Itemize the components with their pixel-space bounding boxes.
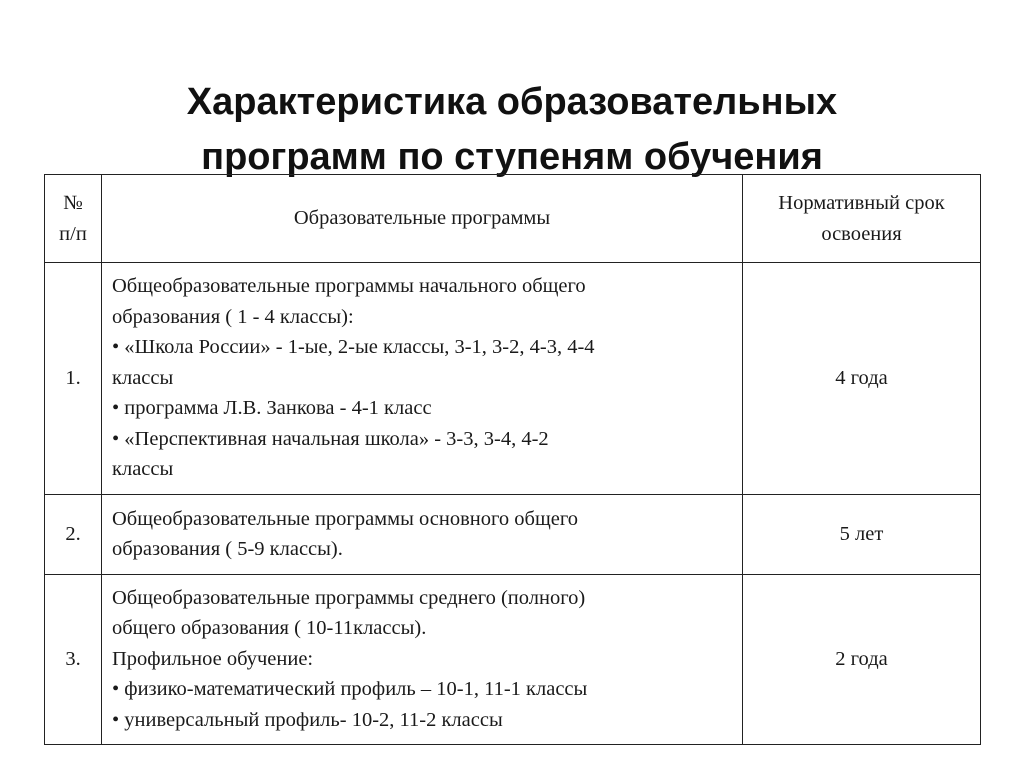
header-number-symbol: № <box>63 192 83 214</box>
table-row <box>45 263 981 495</box>
program-line: общего образования ( 10-11классы). <box>112 617 427 640</box>
row-number: 2. <box>45 495 102 575</box>
header-programs: Образовательные программы <box>102 175 743 263</box>
row-number: 3. <box>45 575 102 745</box>
program-line: • физико-математический профиль – 10-1, 11-1 классы <box>112 678 588 701</box>
program-line: • «Школа России» - 1-ые, 2-ые классы, 3-1, 3-2, 4-3, 4-4 <box>112 336 595 359</box>
program-line: Общеобразовательные программы начального общего <box>112 275 586 298</box>
table-row <box>45 575 981 745</box>
program-line: • программа Л.В. Занкова - 4-1 класс <box>112 397 432 420</box>
row-programs <box>102 495 743 575</box>
program-line: образования ( 5-9 классы). <box>112 538 343 560</box>
row-number: 1. <box>45 263 102 495</box>
program-line: классы <box>112 458 174 481</box>
slide-title <box>0 75 1024 185</box>
row-term: 4 года <box>743 263 981 495</box>
row-programs <box>102 575 743 745</box>
program-line: Общеобразовательные программы основного общего <box>112 507 578 530</box>
program-line: Профильное обучение: <box>112 647 314 670</box>
table-row <box>45 495 981 575</box>
header-number-abbr: п/п <box>59 222 87 245</box>
program-line: • универсальный профиль- 10-2, 11-2 классы <box>112 708 503 731</box>
program-line: классы <box>112 366 174 389</box>
slide-title-line-1: Характеристика образовательных <box>186 81 838 124</box>
header-term-line-2: освоения <box>821 222 902 245</box>
slide-title-line-2: программ по ступеням обучения <box>201 136 823 179</box>
row-term: 2 года <box>743 575 981 745</box>
header-term <box>743 175 981 263</box>
header-number <box>45 175 102 263</box>
program-line: • «Перспективная начальная школа» - 3-3, 3-4, 4-2 <box>112 427 549 450</box>
program-line: образования ( 1 - 4 классы): <box>112 305 354 328</box>
header-term-line-1: Нормативный срок <box>778 192 945 214</box>
programs-table <box>44 174 981 745</box>
program-line: Общеобразовательные программы среднего (полного) <box>112 586 586 609</box>
row-programs <box>102 263 743 495</box>
table-header-row <box>45 175 981 263</box>
row-term: 5 лет <box>743 495 981 575</box>
